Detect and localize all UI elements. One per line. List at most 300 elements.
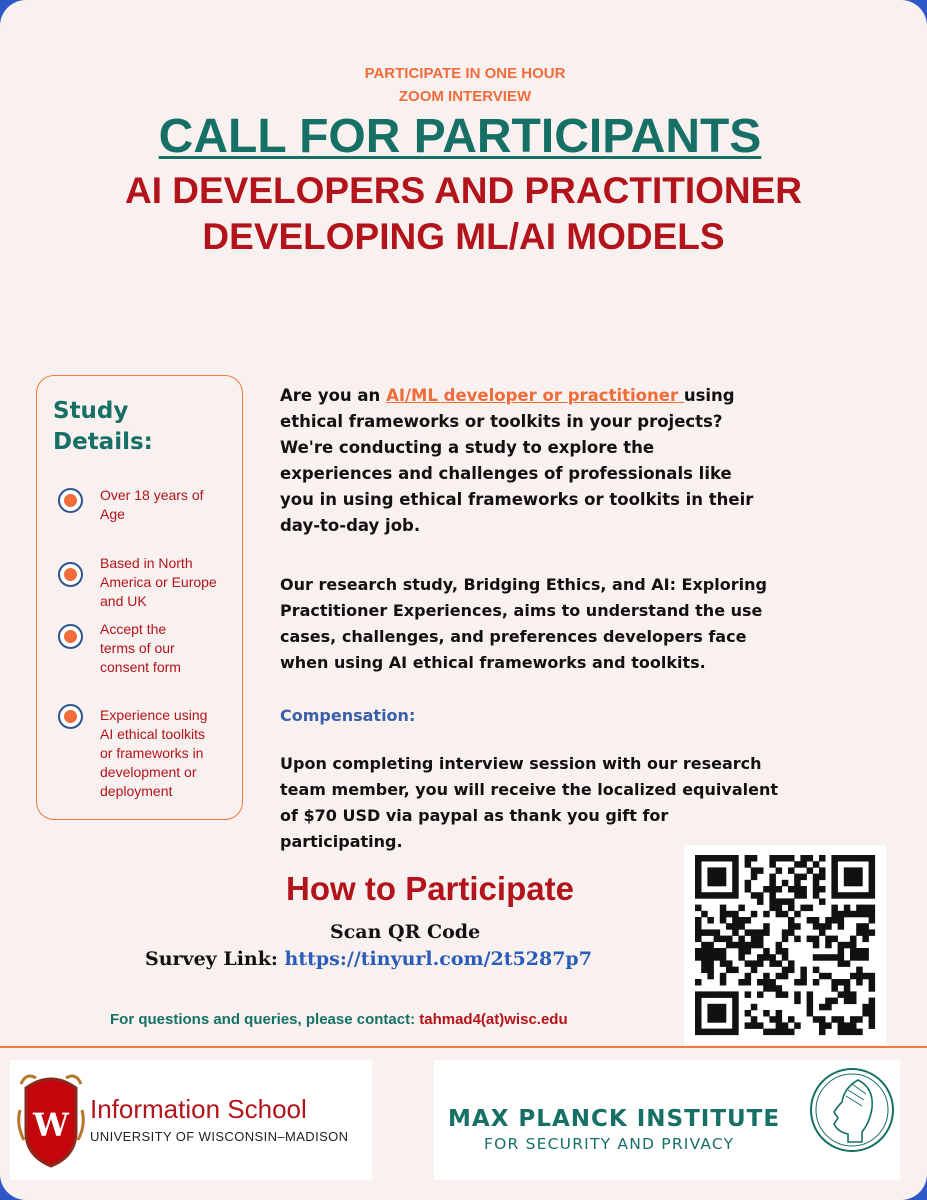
qr-module: [794, 874, 801, 881]
qr-module: [831, 936, 838, 943]
qr-module: [831, 985, 838, 992]
qr-module: [788, 886, 795, 893]
qr-module: [763, 911, 770, 918]
qr-module: [782, 967, 789, 974]
uw-crest-icon: [16, 1070, 86, 1170]
qr-module: [769, 985, 776, 992]
qr-module: [794, 1022, 801, 1029]
compensation-paragraph: [280, 751, 800, 855]
qr-module: [838, 1029, 845, 1036]
qr-module: [862, 923, 869, 930]
qr-code[interactable]: [684, 845, 886, 1045]
minerva-emblem-icon: [808, 1066, 896, 1154]
qr-module: [745, 917, 752, 924]
qr-module: [763, 929, 770, 936]
qr-module: [800, 874, 807, 881]
qr-module: [782, 1029, 789, 1036]
qr-module: [751, 867, 758, 874]
qr-module: [800, 855, 807, 862]
study-details-title-line-2: Details:: [53, 429, 153, 455]
qr-module: [819, 923, 826, 930]
qr-module: [788, 855, 795, 862]
qr-module: [763, 886, 770, 893]
qr-module: [769, 861, 776, 868]
qr-module: [720, 880, 727, 887]
qr-module: [819, 973, 826, 980]
qr-module: [769, 898, 776, 905]
qr-module: [738, 948, 745, 955]
qr-module: [695, 892, 702, 899]
qr-module: [850, 911, 857, 918]
qr-module: [869, 998, 876, 1005]
qr-module: [726, 923, 733, 930]
qr-module: [807, 1010, 814, 1017]
study-detail-text: Based in North: [100, 555, 193, 571]
qr-module: [869, 886, 876, 893]
qr-module: [844, 867, 851, 874]
qr-module: [838, 942, 845, 949]
qr-module: [695, 954, 702, 961]
study-detail-item-age: [100, 486, 240, 524]
qr-module: [794, 923, 801, 930]
qr-module: [720, 905, 727, 912]
qr-module: [856, 892, 863, 899]
uw-crest-letter: W: [33, 1106, 69, 1144]
qr-module: [782, 880, 789, 887]
qr-module: [707, 948, 714, 955]
qr-module: [782, 954, 789, 961]
qr-module: [695, 880, 702, 887]
qr-module: [813, 1016, 820, 1023]
qr-module: [745, 880, 752, 887]
survey-link[interactable]: https://tinyurl.com/2t5287p7: [284, 948, 592, 970]
bullet-icon: [58, 624, 83, 649]
qr-module: [720, 917, 727, 924]
research-paragraph: [280, 572, 800, 676]
qr-module: [776, 942, 783, 949]
qr-module: [769, 1016, 776, 1023]
qr-module: [757, 991, 764, 998]
qr-module: [769, 880, 776, 887]
uw-school-name: Information School: [90, 1094, 307, 1124]
qr-module: [844, 942, 851, 949]
study-detail-text: consent form: [100, 659, 181, 675]
qr-module: [788, 923, 795, 930]
qr-module: [695, 886, 702, 893]
page-title: CALL FOR PARTICIPANTS: [158, 110, 762, 163]
qr-module: [732, 998, 739, 1005]
research-line: when using AI ethical frameworks and toolkits.: [280, 653, 706, 672]
qr-module: [701, 991, 708, 998]
qr-module: [757, 960, 764, 967]
contact-label: For questions and queries, please contact:: [110, 1011, 420, 1028]
qr-module: [763, 1029, 770, 1036]
qr-module: [788, 905, 795, 912]
qr-module: [813, 861, 820, 868]
qr-module: [807, 936, 814, 943]
qr-module: [819, 874, 826, 881]
qr-module: [869, 979, 876, 986]
qr-module: [782, 855, 789, 862]
qr-module: [844, 1029, 851, 1036]
qr-module: [862, 911, 869, 918]
qr-module: [701, 948, 708, 955]
qr-module: [856, 880, 863, 887]
study-detail-item-location: [100, 554, 240, 611]
qr-module: [720, 936, 727, 943]
qr-module: [757, 954, 764, 961]
qr-module: [769, 892, 776, 899]
qr-module: [776, 1016, 783, 1023]
qr-module: [800, 979, 807, 986]
qr-module: [831, 861, 838, 868]
qr-module: [794, 991, 801, 998]
max-planck-logo: [434, 1060, 900, 1180]
qr-module: [800, 973, 807, 980]
qr-module: [862, 1010, 869, 1017]
uw-university-name: UNIVERSITY OF WISCONSIN–MADISON: [90, 1129, 349, 1144]
qr-module: [862, 929, 869, 936]
qr-module: [850, 1016, 857, 1023]
study-details-card: [36, 375, 243, 820]
qr-module: [695, 861, 702, 868]
qr-module: [745, 979, 752, 986]
qr-module: [695, 1029, 702, 1036]
qr-module: [714, 929, 721, 936]
qr-module: [732, 855, 739, 862]
qr-module: [776, 867, 783, 874]
qr-module: [695, 1004, 702, 1011]
qr-module: [838, 923, 845, 930]
qr-module: [825, 954, 832, 961]
qr-module: [714, 948, 721, 955]
qr-module: [869, 867, 876, 874]
qr-module: [732, 874, 739, 881]
qr-module: [695, 905, 702, 912]
study-detail-item-experience: [100, 706, 240, 801]
qr-module: [695, 923, 702, 930]
qr-module: [732, 917, 739, 924]
qr-module: [819, 1004, 826, 1011]
study-detail-text: AI ethical toolkits: [100, 726, 206, 742]
qr-module: [782, 948, 789, 955]
qr-module: [726, 942, 733, 949]
qr-module: [720, 948, 727, 955]
qr-module: [844, 998, 851, 1005]
qr-module: [813, 979, 820, 986]
qr-module: [850, 892, 857, 899]
qr-module: [769, 886, 776, 893]
qr-module: [819, 1016, 826, 1023]
qr-module: [807, 991, 814, 998]
study-detail-text: Experience using: [100, 707, 208, 723]
qr-module: [782, 991, 789, 998]
qr-module: [726, 855, 733, 862]
qr-module: [720, 867, 727, 874]
qr-module: [745, 886, 752, 893]
qr-module: [720, 991, 727, 998]
qr-module: [794, 911, 801, 918]
qr-module: [776, 855, 783, 862]
qr-module: [776, 948, 783, 955]
qr-module: [701, 855, 708, 862]
qr-module: [707, 867, 714, 874]
qr-module: [745, 861, 752, 868]
qr-module: [707, 973, 714, 980]
qr-module: [751, 1004, 758, 1011]
qr-module: [776, 960, 783, 967]
qr-module: [862, 892, 869, 899]
bullet-icon: [58, 488, 83, 513]
qr-module: [788, 929, 795, 936]
qr-module: [714, 855, 721, 862]
compensation-line: participating.: [280, 832, 403, 851]
qr-module: [831, 917, 838, 924]
qr-module: [695, 929, 702, 936]
qr-module: [720, 911, 727, 918]
qr-module: [707, 954, 714, 961]
qr-module: [738, 923, 745, 930]
intro-line: experiences and challenges of professionals like: [280, 464, 732, 483]
qr-module: [751, 911, 758, 918]
qr-module: [707, 929, 714, 936]
qr-module: [714, 991, 721, 998]
qr-module: [769, 855, 776, 862]
study-detail-text: or frameworks in: [100, 745, 204, 761]
qr-module: [856, 973, 863, 980]
subtitle-line-1: AI DEVELOPERS AND PRACTITIONER: [124, 170, 803, 211]
qr-module: [726, 960, 733, 967]
qr-module: [757, 1022, 764, 1029]
qr-module: [831, 880, 838, 887]
qr-module: [788, 1016, 795, 1023]
qr-module: [769, 874, 776, 881]
qr-module: [844, 991, 851, 998]
qr-module: [738, 979, 745, 986]
survey-link-label: Survey Link:: [145, 948, 285, 970]
qr-module: [769, 1029, 776, 1036]
qr-module: [819, 898, 826, 905]
qr-module: [776, 898, 783, 905]
research-line: Practitioner Experiences, aims to understand the use: [280, 601, 763, 620]
qr-module: [707, 917, 714, 924]
how-to-participate-title: How to Participate: [286, 870, 574, 907]
qr-module: [831, 886, 838, 893]
qr-module: [695, 948, 702, 955]
qr-module: [769, 954, 776, 961]
qr-module: [813, 886, 820, 893]
qr-module: [701, 954, 708, 961]
qr-module: [869, 855, 876, 862]
qr-module: [869, 892, 876, 899]
intro-line: We're conducting a study to explore the: [280, 438, 655, 457]
qr-module: [850, 948, 857, 955]
qr-module: [813, 954, 820, 961]
qr-module: [831, 874, 838, 881]
qr-module: [776, 1010, 783, 1017]
qr-module: [732, 967, 739, 974]
qr-module: [732, 1004, 739, 1011]
qr-module: [844, 874, 851, 881]
qr-module: [751, 967, 758, 974]
mp-institute-subtitle: FOR SECURITY AND PRIVACY: [484, 1135, 735, 1153]
qr-module: [838, 979, 845, 986]
research-line: Our research study, Bridging Ethics, and AI: Exploring: [280, 575, 767, 594]
qr-module: [862, 948, 869, 955]
qr-module: [720, 1010, 727, 1017]
qr-module: [869, 1010, 876, 1017]
qr-module: [825, 923, 832, 930]
qr-module: [850, 973, 857, 980]
study-detail-text: Over 18 years of: [100, 487, 204, 503]
qr-module: [732, 861, 739, 868]
qr-module: [751, 1022, 758, 1029]
qr-module: [850, 1029, 857, 1036]
qr-module: [831, 998, 838, 1005]
qr-module: [714, 867, 721, 874]
qr-module: [850, 991, 857, 998]
qr-module: [856, 967, 863, 974]
qr-module: [720, 960, 727, 967]
intro-paragraph: [280, 383, 800, 539]
qr-module: [838, 911, 845, 918]
qr-module: [807, 998, 814, 1005]
qr-module: [714, 1029, 721, 1036]
qr-module: [869, 973, 876, 980]
qr-module: [701, 942, 708, 949]
qr-module: [714, 874, 721, 881]
scan-qr-label: Scan QR Code: [330, 921, 481, 943]
divider: [0, 1046, 927, 1048]
qr-module: [695, 1022, 702, 1029]
qr-module: [726, 911, 733, 918]
qr-module: [782, 1022, 789, 1029]
qr-module: [844, 905, 851, 912]
kicker-line-2: ZOOM INTERVIEW: [398, 88, 532, 105]
qr-module: [751, 936, 758, 943]
qr-module: [788, 867, 795, 874]
qr-module: [769, 905, 776, 912]
qr-module: [869, 880, 876, 887]
qr-module: [745, 942, 752, 949]
qr-module: [838, 1016, 845, 1023]
qr-module: [720, 874, 727, 881]
qr-module: [856, 867, 863, 874]
developer-link[interactable]: AI/ML developer or practitioner: [386, 386, 684, 405]
qr-module: [745, 855, 752, 862]
qr-module: [726, 892, 733, 899]
qr-module: [763, 985, 770, 992]
qr-module: [838, 960, 845, 967]
qr-module: [800, 905, 807, 912]
qr-module: [707, 967, 714, 974]
qr-module: [782, 936, 789, 943]
qr-module: [788, 1029, 795, 1036]
qr-module: [831, 911, 838, 918]
qr-module: [813, 942, 820, 949]
qr-module: [819, 867, 826, 874]
qr-module: [850, 874, 857, 881]
qr-module: [813, 892, 820, 899]
survey-link-row: [145, 946, 592, 972]
qr-module: [819, 929, 826, 936]
research-line: cases, challenges, and preferences developers face: [280, 627, 747, 646]
qr-module: [813, 880, 820, 887]
qr-module: [714, 892, 721, 899]
compensation-line: team member, you will receive the localized equivalent: [280, 780, 778, 799]
qr-module: [769, 960, 776, 967]
qr-module: [720, 1004, 727, 1011]
qr-module: [807, 917, 814, 924]
qr-module: [862, 905, 869, 912]
qr-module: [745, 991, 752, 998]
qr-module: [819, 886, 826, 893]
qr-module: [701, 967, 708, 974]
contact-email[interactable]: tahmad4(at)wisc.edu: [419, 1011, 568, 1028]
qr-module: [769, 979, 776, 986]
qr-module: [695, 855, 702, 862]
qr-module: [714, 954, 721, 961]
qr-module: [813, 874, 820, 881]
uw-logo: [10, 1060, 372, 1180]
qr-module: [800, 861, 807, 868]
qr-module: [732, 886, 739, 893]
qr-module: [732, 923, 739, 930]
qr-module: [838, 991, 845, 998]
qr-module: [695, 1010, 702, 1017]
qr-module: [850, 942, 857, 949]
qr-module: [862, 954, 869, 961]
qr-code-graphic: [684, 845, 886, 1045]
qr-module: [732, 929, 739, 936]
qr-module: [850, 998, 857, 1005]
qr-module: [782, 898, 789, 905]
bullet-icon: [58, 562, 83, 587]
qr-module: [844, 979, 851, 986]
qr-module: [732, 1010, 739, 1017]
qr-module: [856, 911, 863, 918]
qr-module: [763, 973, 770, 980]
qr-module: [807, 855, 814, 862]
qr-module: [844, 855, 851, 862]
qr-module: [844, 880, 851, 887]
qr-module: [838, 917, 845, 924]
qr-module: [738, 917, 745, 924]
qr-module: [825, 942, 832, 949]
qr-module: [763, 923, 770, 930]
qr-module: [819, 855, 826, 862]
qr-module: [776, 886, 783, 893]
qr-module: [757, 979, 764, 986]
qr-module: [825, 936, 832, 943]
qr-module: [831, 1016, 838, 1023]
qr-module: [794, 886, 801, 893]
qr-module: [751, 942, 758, 949]
qr-module: [726, 936, 733, 943]
study-detail-text: development or: [100, 764, 197, 780]
bullet-icon: [58, 704, 83, 729]
qr-module: [707, 960, 714, 967]
qr-module: [720, 1016, 727, 1023]
qr-module: [745, 973, 752, 980]
qr-module: [695, 991, 702, 998]
qr-module: [732, 1029, 739, 1036]
study-detail-text: and UK: [100, 593, 147, 609]
qr-module: [695, 979, 702, 986]
qr-module: [707, 1004, 714, 1011]
qr-module: [844, 892, 851, 899]
qr-module: [850, 954, 857, 961]
